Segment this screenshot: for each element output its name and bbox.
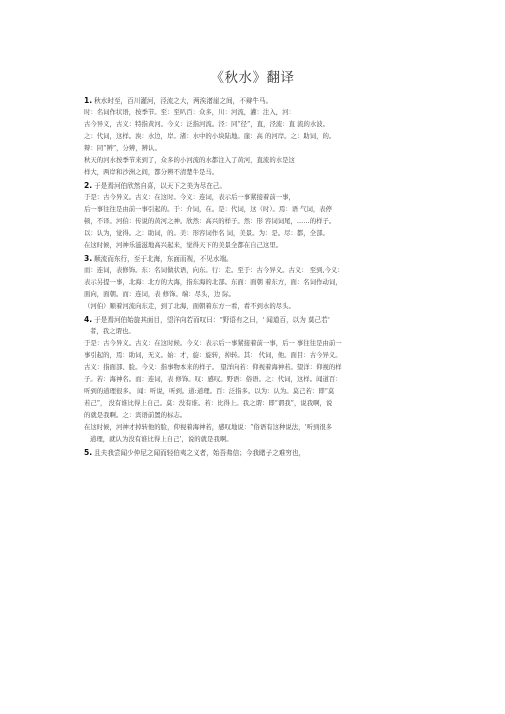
section-number: 3.	[84, 254, 93, 263]
text-line: 之：代词，这样。涘：水边，岸。渚：水中的小块陆地。崖：高 的河岸。之：助词，的。	[84, 132, 336, 140]
section-heading	[84, 181, 424, 191]
text-line: 若己”， 没有谁比得上自己。莫：没有谁。若：比得上。我之谓：即“谓我”，说我啊，说	[84, 399, 333, 407]
text-line: 样大，两岸和沙洲之间，都分辨不清楚牛是马。	[84, 168, 219, 176]
section-text: 秋水时至，百川灌河，泾流之大，两涘渚崖之间，不辩牛马。	[94, 97, 273, 105]
section-text: 且夫我尝闻少仲尼之闻而轻伯夷之义者，始吾弗信；今我睹子之难穷也，	[94, 449, 306, 457]
section-heading	[84, 96, 424, 106]
text-line: 后一事往往是由前一事引起的。于：介词，在。是：代词，这（时）。焉：语 气词，表停	[84, 205, 333, 213]
text-line: 在这时候，河神才掉转他的脸，仰视着海神若，感叹地说：“俗语有这种说法，‘听到很多	[84, 423, 333, 431]
text-line: 听到的道理很多。 闻：听说，听到。道:道理。百：泛指多。以为：认为。莫己若：即“莫	[84, 387, 335, 395]
text-line: 面向，面朝。而：连词，表 修饰。端：尽头，边 际。	[84, 290, 236, 298]
text-line: 古义：指面部、脸。今义：指事物本来的样子。 望洋向若：仰视着海神若。望洋：仰视的样	[84, 363, 342, 371]
section-heading	[84, 315, 424, 325]
text-line: 而：连词，表修饰。东：名词做状语，向东。行：走。至于：古今异义。古义： 至到,今义：	[84, 266, 344, 274]
text-line: 的就是我啊。之：宾语前置的标志。	[84, 411, 187, 419]
section-number: 2.	[84, 181, 93, 190]
text-line: 于是：古今异义。古义：在这时。今义：连词，表示后一事紧接着前一事，	[84, 193, 295, 201]
text-line: 顿，不译。河伯：传说的黄河之神。欣然：高兴的样子。然：形 容词词尾，……的样子。	[84, 217, 336, 225]
section-heading	[84, 448, 424, 458]
text-line: 者，我之谓也。	[90, 327, 135, 335]
text-line: （河伯）顺着河流向东走，到了北海，面朝着东方一看，看不到水的尽头。	[84, 302, 295, 310]
text-line: 辩：同“辨”，分辨，辨认。	[84, 144, 161, 152]
section-text: 顺流而东行，至于北海，东面而视，不见水端。	[94, 255, 233, 263]
section-text: 于是焉河伯欣然自喜，以天下之美为尽在己。	[94, 182, 227, 190]
text-line: 于是：古今异义。古义：在这时候。今义：表示后一事紧接着前一事，后一 事往往是由前一	[84, 339, 342, 347]
section-number: 4.	[84, 315, 93, 324]
section-number: 1.	[84, 96, 93, 105]
text-line: 古今异义，古义：特指黄河。今义：泛指河流。泾：同“径”，直，泾流：直 流的水波。	[84, 120, 330, 128]
text-line: 以：认为，觉得。之：助词，的。美：形容词作名 词，美景。为：是。尽：都，全部。	[84, 229, 329, 237]
text-line: 事引起的，焉：助词，无义。始：才，旋：旋转，掉转。其： 代词，他。面目：古今异义。	[84, 351, 342, 359]
page-title: 《秋水》翻译	[210, 70, 295, 86]
section-text: 于是焉河伯始旋其面目，望洋向若而叹曰：“野语有之曰，' 闻道百，以为 莫己若’	[94, 316, 330, 324]
section-number: 5.	[84, 448, 93, 457]
section-heading	[84, 254, 424, 264]
text-line: 表示另提一事，北海：北方的大海，指东海的北部。东面：面朝 着东方，面：名词作动词，	[84, 278, 342, 286]
text-line: 秋天的河水按季节来到了，众多的小河流的水都注入了黄河，直流的水是这	[84, 156, 295, 164]
text-line: 在这时候，河神乐滋滋地高兴起来，觉得天下的美景全都在自己这里。	[84, 241, 283, 249]
text-line: 子。若：海神名。而：连词，表 修饰。叹：感叹。野语：俗语。之：代词，这样。闻道百：	[84, 375, 342, 383]
text-line: 时：名词作状语，按季节。至：至叭百：众多，川：河流，灌：注入，河：	[84, 108, 295, 116]
text-line: 道理，就认为没有谁比得上自己’，说的就是我啊。	[90, 435, 233, 443]
